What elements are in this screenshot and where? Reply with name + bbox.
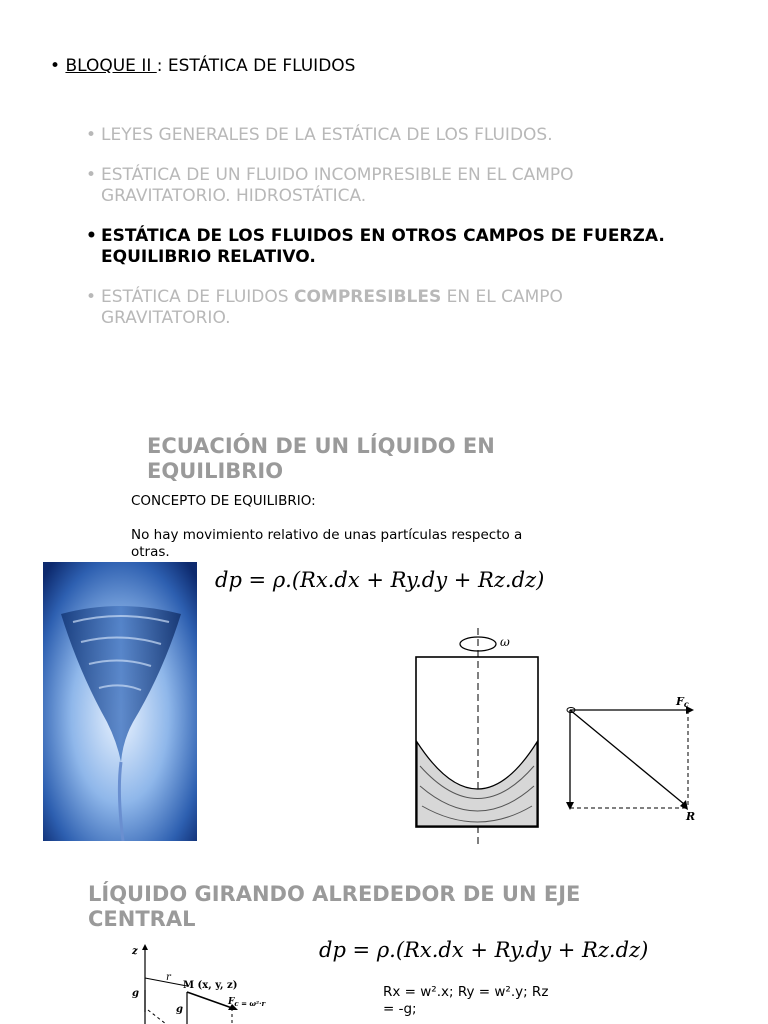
fc-label: Fc [676,695,689,709]
vortex-photo [43,562,197,841]
bullet-dot: • [50,56,61,76]
title-line1: LÍQUIDO GIRANDO ALREDEDOR DE UN EJE [88,882,581,906]
rotating-container-diagram [400,626,564,848]
fc-label: $F_{c = \omega^2\cdot r}$ [228,997,266,1008]
concept-text [131,527,571,561]
subtopic-line2: GRAVITATORIO. [101,308,231,328]
title-line2: EQUILIBRIO [147,459,284,483]
point-label: M (x, y, z) [183,980,238,991]
g-label-2: g [176,1004,183,1015]
subtopic-line2: EQUILIBRIO RELATIVO. [101,247,316,267]
block-heading [50,56,355,77]
omega-label: ω [500,635,510,649]
components-line2: = -g; [383,1001,417,1017]
bullet-dot: • [86,125,97,145]
equilibrium-formula: dp = ρ.(Rx.dx + Ry.dy + Rz.dz) [215,568,545,592]
subtopic-line1 [101,287,756,308]
bullet-dot: • [86,287,97,307]
components-line1: Rx = w².x; Ry = w².y; Rz [383,984,549,1000]
g-label-1: g [132,988,139,999]
concept-label: CONCEPTO DE EQUILIBRIO: [131,493,316,509]
concept-line2: otras. [131,544,170,560]
z-label: z [132,946,138,957]
subtopic-3-active [86,226,756,268]
force-diagram [562,690,704,822]
subtopic-line1: ESTÁTICA DE LOS FLUIDOS EN OTROS CAMPOS DE FUERZA. [101,226,665,246]
block-label: BLOQUE II [65,56,157,76]
subtopic-line1: ESTÁTICA DE UN FLUIDO INCOMPRESIBLE EN EL CAMPO [101,165,574,185]
section1-title [147,434,567,484]
rotation-axis-diagram [120,940,290,1024]
subtopic-bold: COMPRESIBLES [293,287,442,307]
subtopic-pre: ESTÁTICA DE FLUIDOS [101,287,294,307]
title-line2: CENTRAL [88,907,196,931]
bullet-dot: • [86,226,97,246]
rotation-formula: dp = ρ.(Rx.dx + Ry.dy + Rz.dz) [319,938,649,962]
subtopic-post: EN EL CAMPO [441,287,563,307]
section2-title [88,882,648,932]
block-separator: : [156,56,168,76]
block-title: ESTÁTICA DE FLUIDOS [167,56,356,76]
subtopic-1 [86,125,756,146]
bullet-dot: • [86,165,97,185]
r-label: r [166,972,171,983]
title-line1: ECUACIÓN DE UN LÍQUIDO EN [147,434,495,458]
subtopic-line2: GRAVITATORIO. HIDROSTÁTICA. [101,186,367,206]
concept-line1: No hay movimiento relativo de unas partículas respecto a [131,527,523,543]
subtopic-4 [86,287,756,329]
acceleration-components [383,984,593,1018]
subtopic-2 [86,165,756,207]
subtopic-text: LEYES GENERALES DE LA ESTÁTICA DE LOS FLUIDOS. [101,125,553,145]
r-label: R [686,810,696,822]
